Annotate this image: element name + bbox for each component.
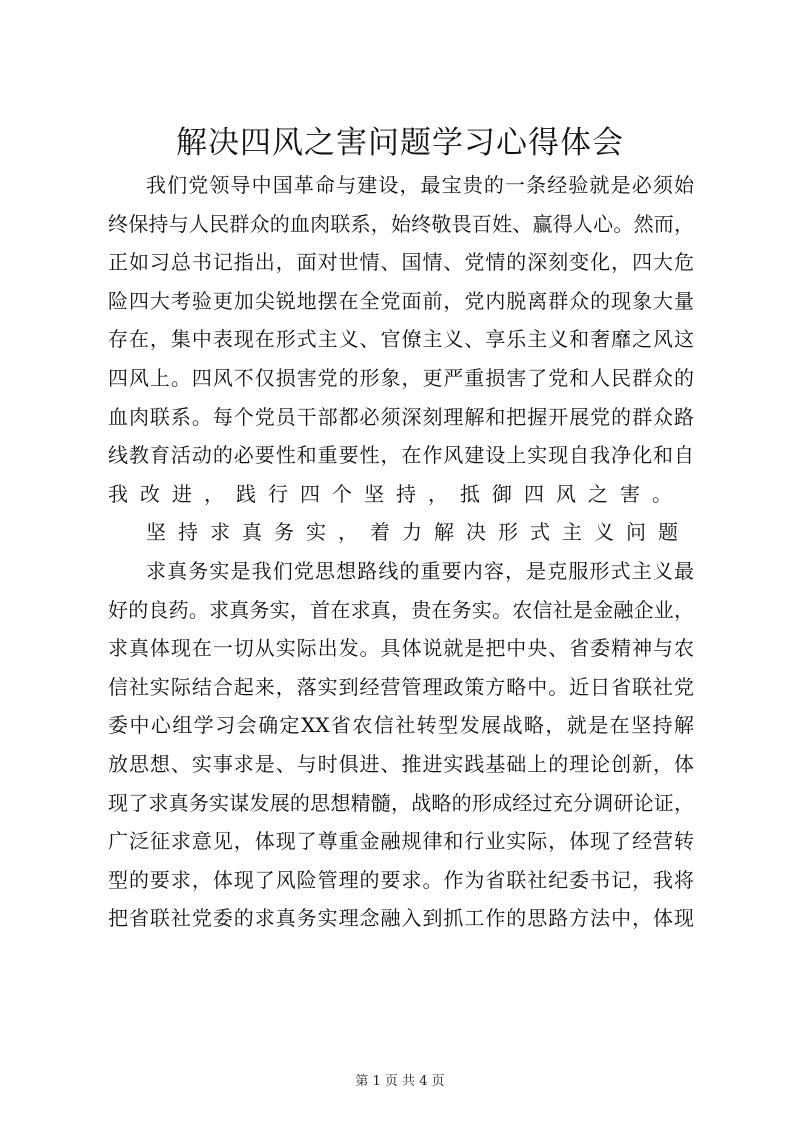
text-line: 型的要求，体现了风险管理的要求。作为省联社纪委书记，我将 bbox=[108, 867, 694, 892]
paragraph bbox=[108, 552, 694, 938]
text-line: 好的良药。求真务实，首在求真，贵在务实。农信社是金融企业， bbox=[108, 597, 694, 622]
text-line: 求真务实是我们党思想路线的重要内容，是克服形式主义最 bbox=[146, 558, 694, 583]
text-line: 信社实际结合起来，落实到经营管理政策方略中。近日省联社党 bbox=[108, 674, 694, 699]
text-line: 我们党领导中国革命与建设，最宝贵的一条经验就是必须始 bbox=[146, 173, 694, 197]
paragraph bbox=[108, 166, 694, 513]
text-line: 把省联社党委的求真务实理念融入到抓工作的思路方法中，体现 bbox=[108, 906, 694, 931]
text-line: 血肉联系。每个党员干部都必须深刻理解和把握开展党的群众路 bbox=[108, 404, 694, 429]
text-line: 正如习总书记指出，面对世情、国情、党情的深刻变化，四大危 bbox=[108, 250, 694, 275]
text-line: 我改进，践行四个坚持，抵御四风之害。 bbox=[108, 481, 684, 506]
text-line: 求真体现在一切从实际出发。具体说就是把中央、省委精神与农 bbox=[108, 636, 694, 661]
text-line: 存在，集中表现在形式主义、官僚主义、享乐主义和奢靡之风这 bbox=[108, 327, 694, 352]
text-line: 四风上。四风不仅损害党的形象，更严重损害了党和人民群众的 bbox=[108, 365, 694, 390]
document-title: 解决四风之害问题学习心得体会 bbox=[176, 125, 624, 161]
text-line: 放思想、实事求是、与时俱进、推进实践基础上的理论创新，体 bbox=[108, 751, 694, 776]
text-line: 险四大考验更加尖锐地摆在全党面前，党内脱离群众的现象大量 bbox=[108, 288, 694, 313]
text-line: 坚持求真务实，着力解决形式主义问题 bbox=[146, 520, 690, 545]
document-body bbox=[108, 166, 694, 938]
text-line: 现了求真务实谋发展的思想精髓，战略的形成经过充分调研论证， bbox=[108, 790, 694, 815]
text-line: 终保持与人民群众的血肉联系，始终敬畏百姓、赢得人心。然而， bbox=[108, 211, 694, 236]
text-line: 广泛征求意见，体现了尊重金融规律和行业实际，体现了经营转 bbox=[108, 829, 694, 854]
page-footer: 第 1 页 共 4 页 bbox=[355, 1074, 445, 1089]
section-heading bbox=[108, 513, 694, 552]
text-line: 委中心组学习会确定XX省农信社转型发展战略，就是在坚持解 bbox=[108, 713, 694, 738]
text-line: 线教育活动的必要性和重要性，在作风建设上实现自我净化和自 bbox=[108, 443, 694, 468]
